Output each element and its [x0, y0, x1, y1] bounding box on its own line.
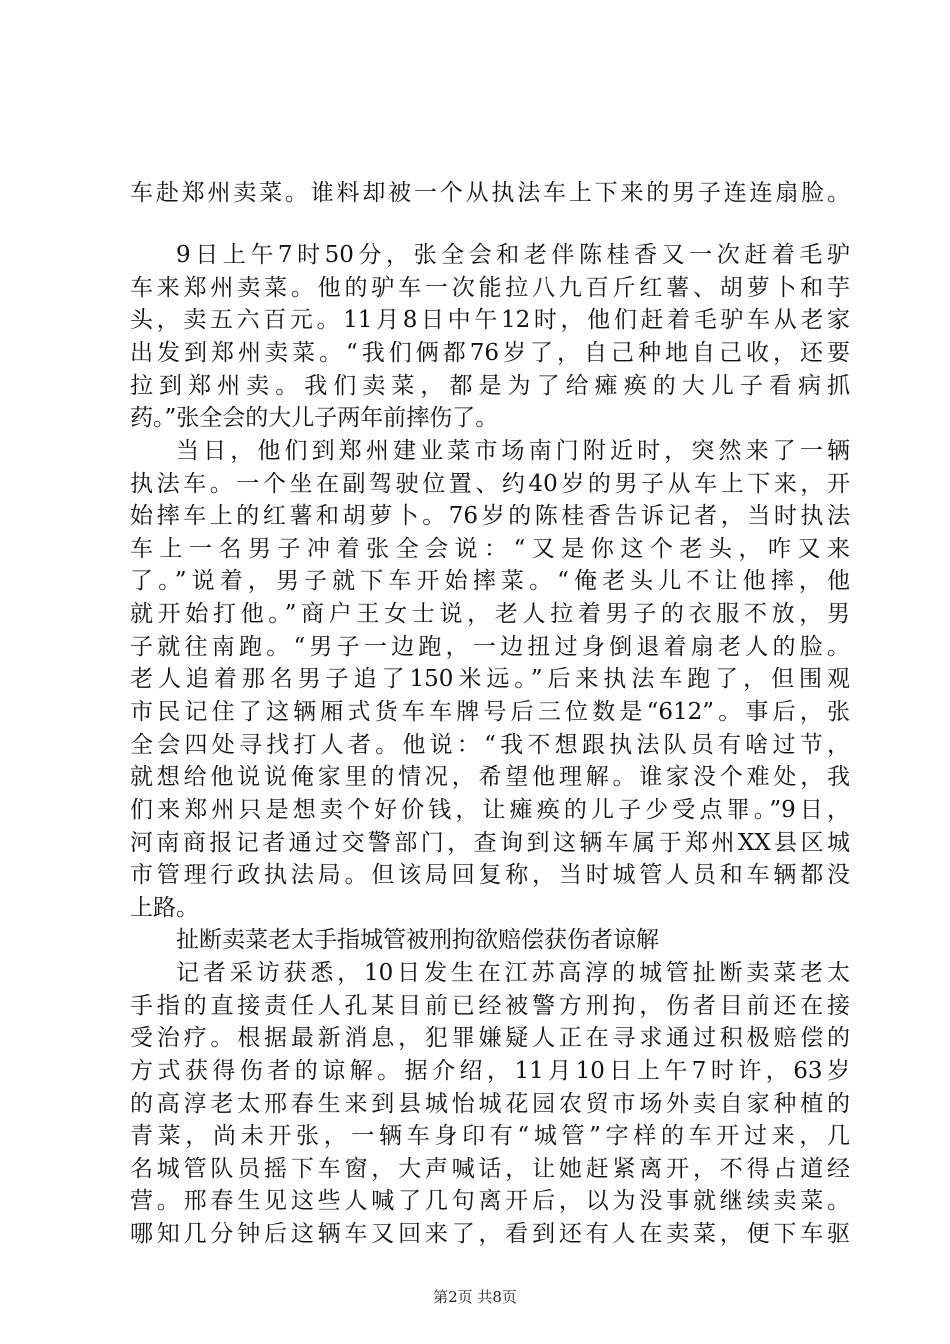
- text-line: 上路。: [130, 895, 199, 921]
- text-line: 子就往南跑。“男子一边跑，一边扭过身倒退着扇老人的脸。: [130, 634, 850, 660]
- text-line: 河南商报记者通过交警部门，查询到这辆车属于郑州XX县区城: [130, 830, 850, 856]
- text-line: 市民记住了这辆厢式货车车牌号后三位数是“612”。事后，张: [130, 699, 850, 725]
- text-line: 市管理行政执法局。但该局回复称，当时城管人员和车辆都没: [130, 862, 850, 888]
- text-line: 执法车。一个坐在副驾驶位置、约40岁的男子从车上下来，开: [130, 471, 850, 497]
- text-line: 老人追着那名男子追了150米远。”后来执法车跑了，但围观: [130, 666, 850, 692]
- text-line: 车赴郑州卖菜。谁料却被一个从执法车上下来的男子连连扇脸。: [130, 180, 850, 206]
- text-line: 手指的直接责任人孔某目前已经被警方刑拘，伤者目前还在接: [130, 993, 850, 1019]
- text-line: 受治疗。根据最新消息，犯罪嫌疑人正在寻求通过积极赔偿的: [130, 1025, 850, 1051]
- text-line: 头，卖五六百元。11月8日中午12时，他们赶着毛驴车从老家: [130, 307, 850, 333]
- text-line: 出发到郑州卖菜。“我们俩都76岁了，自己种地自己收，还要: [130, 340, 850, 366]
- text-line: 拉到郑州卖。我们卖菜，都是为了给瘫痪的大儿子看病抓: [130, 373, 850, 399]
- text-line: 当日，他们到郑州建业菜市场南门附近时，突然来了一辆: [176, 438, 850, 464]
- text-line: 们来郑州只是想卖个好价钱，让瘫痪的儿子少受点罪。”9日，: [130, 797, 850, 823]
- text-line: 车上一名男子冲着张全会说：“又是你这个老头，咋又来: [130, 536, 850, 562]
- text-line: 记者采访获悉，10日发生在江苏高淳的城管扯断卖菜老太: [176, 960, 850, 986]
- text-line: 就开始打他。”商户王女士说，老人拉着男子的衣服不放，男: [130, 601, 850, 627]
- text-line: 的高淳老太邢春生来到县城怡城花园农贸市场外卖自家种植的: [130, 1091, 850, 1117]
- text-line: 了。”说着，男子就下车开始摔菜。“俺老头儿不让他摔，他: [130, 568, 850, 594]
- text-line: 9日上午7时50分，张全会和老伴陈桂香又一次赶着毛驴: [176, 242, 850, 268]
- text-line: 青菜，尚未开张，一辆车身印有“城管”字样的车开过来，几: [130, 1123, 850, 1149]
- text-line: 方式获得伤者的谅解。据介绍，11月10日上午7时许，63岁: [130, 1058, 850, 1084]
- text-line: 始摔车上的红薯和胡萝卜。76岁的陈桂香告诉记者，当时执法: [130, 503, 850, 529]
- page-number-footer: 第2页 共8页: [433, 1288, 517, 1306]
- text-line: 就想给他说说俺家里的情况，希望他理解。谁家没个难处，我: [130, 764, 850, 790]
- text-line: 哪知几分钟后这辆车又回来了，看到还有人在卖菜，便下车驱: [130, 1221, 850, 1247]
- text-line: 名城管队员摇下车窗，大声喊话，让她赶紧离开，不得占道经: [130, 1156, 850, 1182]
- text-line: 营。邢春生见这些人喊了几句离开后，以为没事就继续卖菜。: [130, 1188, 850, 1214]
- text-line: 全会四处寻找打人者。他说：“我不想跟执法队员有啥过节，: [130, 732, 850, 758]
- text-line: 药。”张全会的大儿子两年前摔伤了。: [130, 405, 499, 431]
- section-heading: 扯断卖菜老太手指城管被刑拘欲赔偿获伤者谅解: [176, 927, 659, 953]
- text-line: 车来郑州卖菜。他的驴车一次能拉八九百斤红薯、胡萝卜和芋: [130, 275, 850, 301]
